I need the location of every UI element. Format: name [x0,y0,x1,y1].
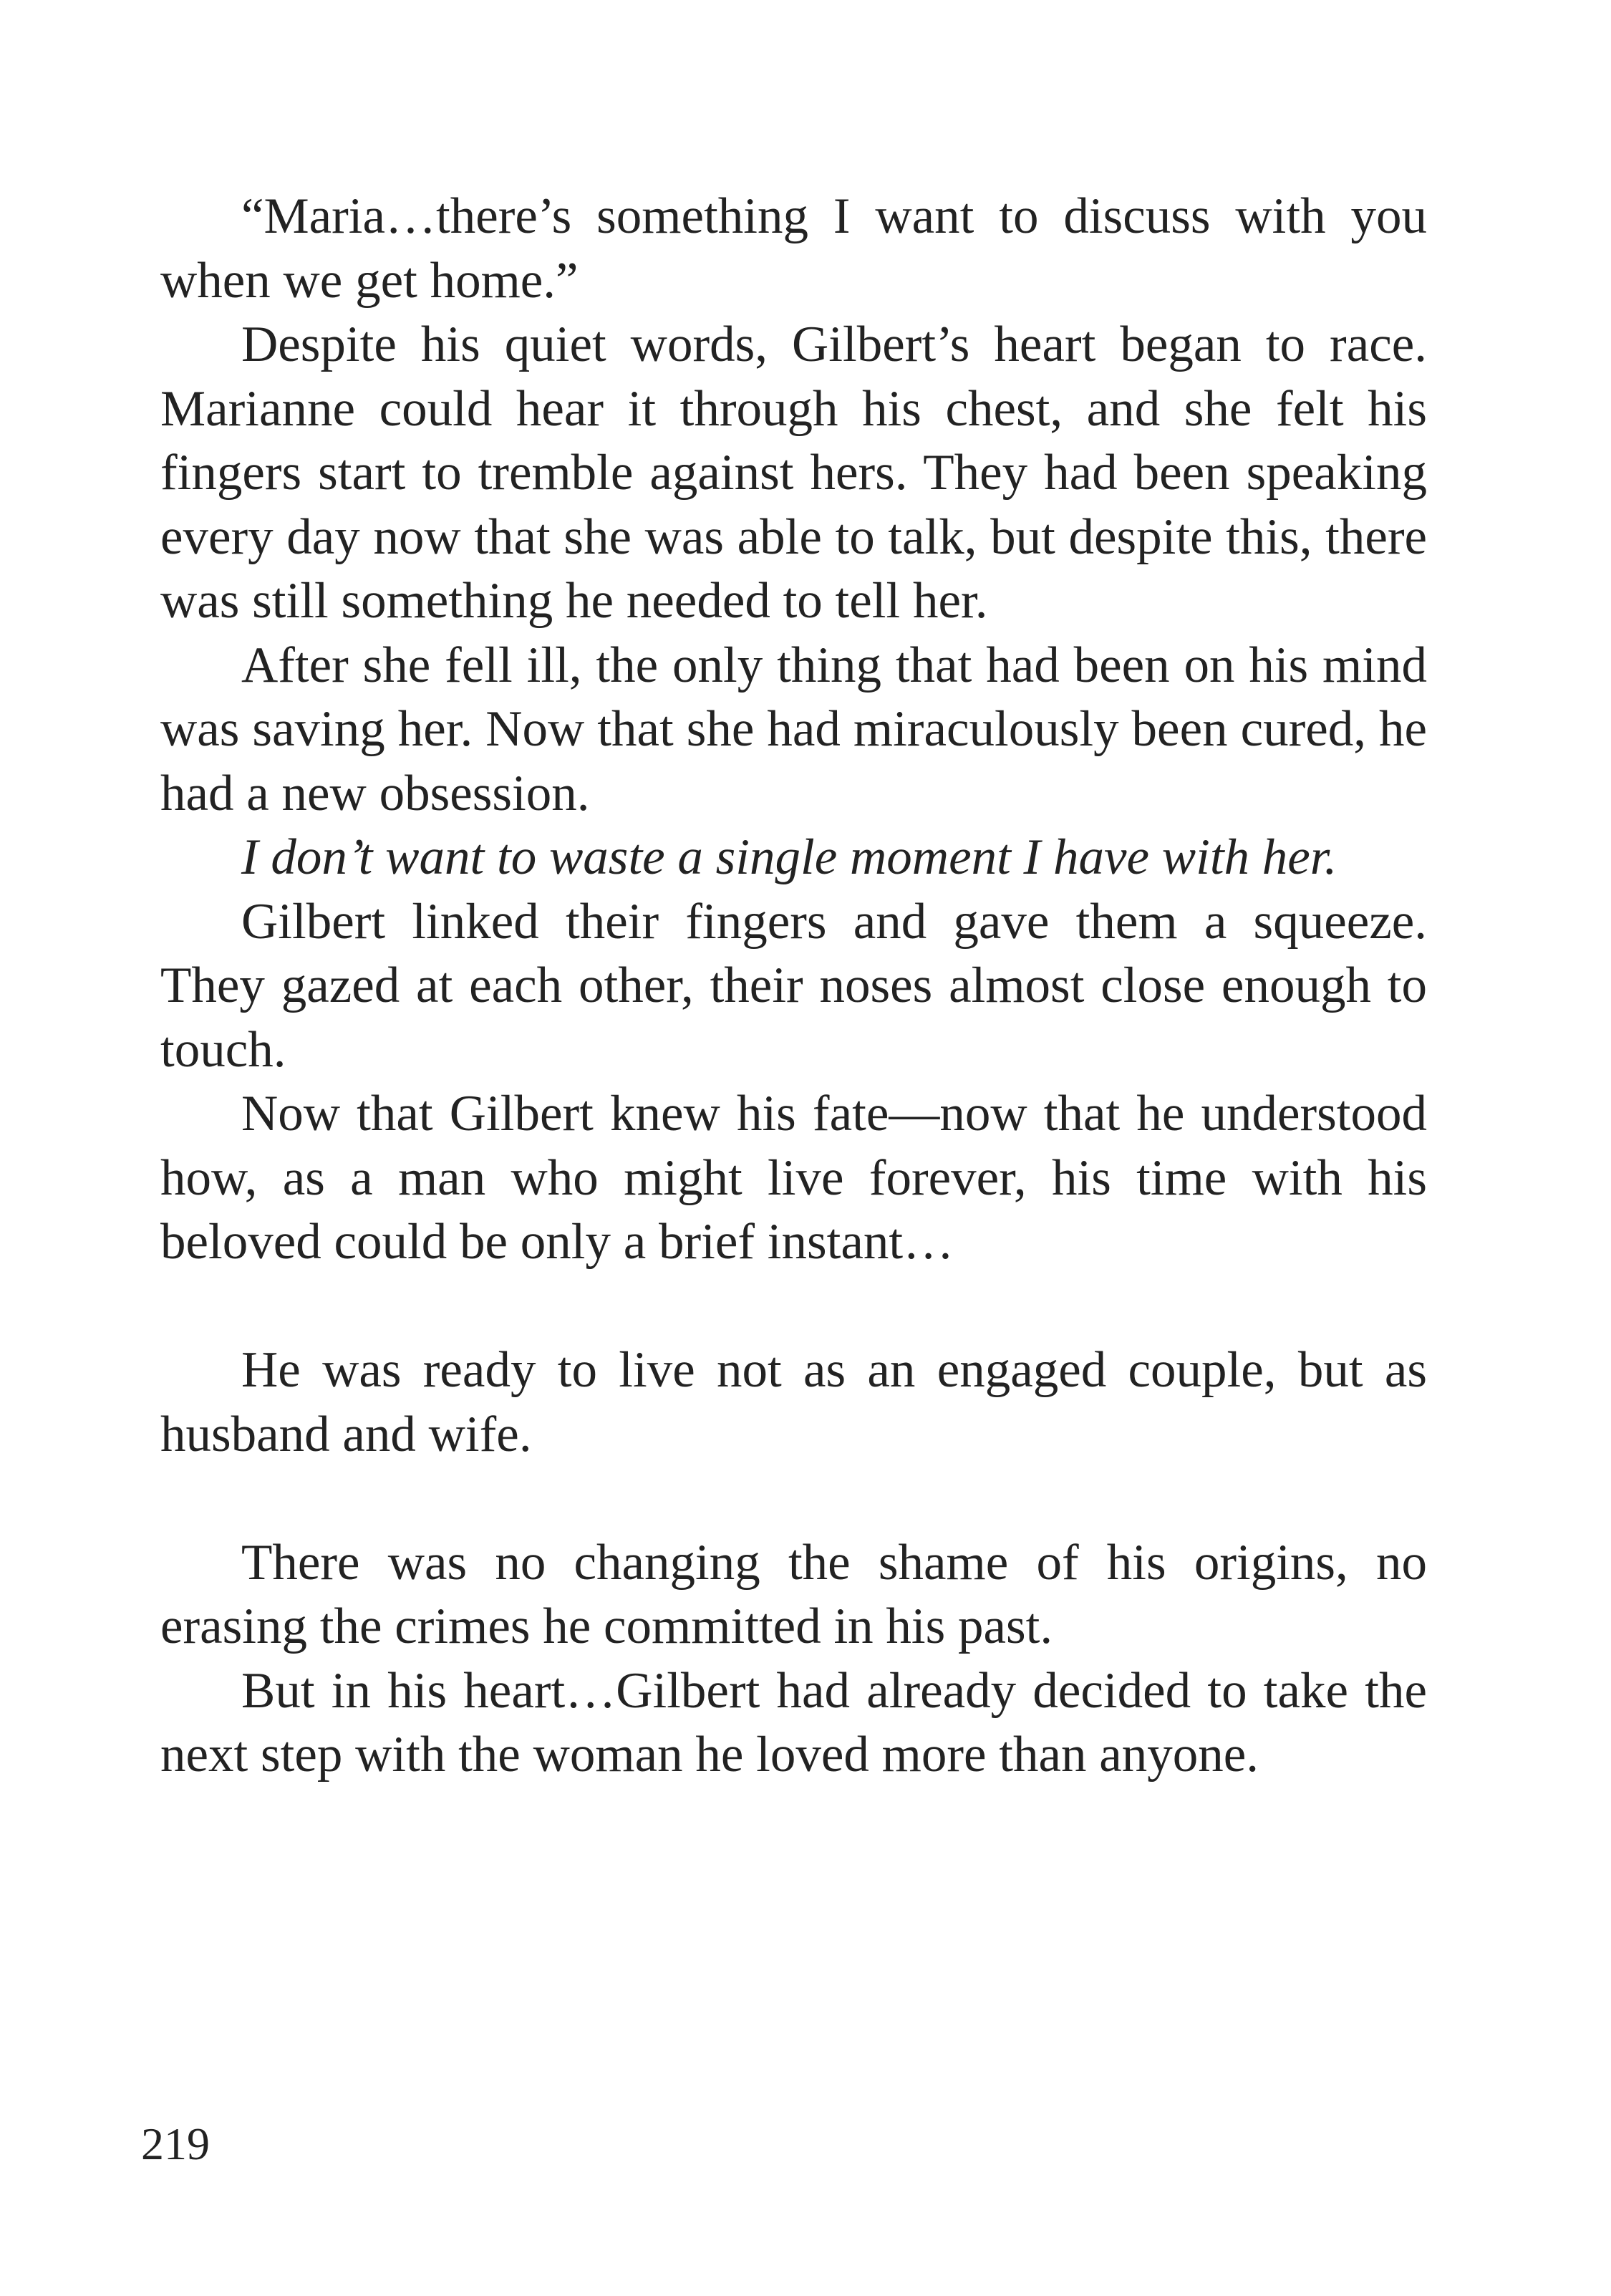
paragraph-1: “Maria…there’s something I want to discuss with you when we get home.” [160,188,1427,309]
paragraph-9: But in his heart…Gilbert had already decided to take the next step with the woman he loved more than anyone. [160,1662,1427,1783]
paragraph-2: Despite his quiet words, Gilbert’s heart began to race. Marianne could hear it through his chest, and she felt his fingers start to tremble against hers. They had been speaking every day now that she was able to talk, but despite this, there was still something he needed to tell her. [160,317,1427,629]
paragraph-7: He was ready to live not as an engaged couple, but as husband and wife. [160,1342,1427,1462]
paragraph-5: Gilbert linked their fingers and gave them a squeeze. They gazed at each other, their noses almost close enough to touch. [160,893,1427,1078]
paragraph-3: After she fell ill, the only thing that had been on his mind was saving her. Now that she had miraculously been cured, he had a new obsession. [160,637,1427,821]
body-text [160,185,1427,1788]
section-gap [160,1467,1427,1531]
paragraph-4-italic-thought: I don’t want to waste a single moment I have with her. [241,829,1337,885]
section-gap [160,1275,1427,1339]
page-number: 219 [141,2118,210,2169]
paragraph-6: Now that Gilbert knew his fate—now that he understood how, as a man who might live forever, his time with his beloved could be only a brief instant… [160,1086,1427,1270]
paragraph-8: There was no changing the shame of his origins, no erasing the crimes he committed in his past. [160,1534,1427,1654]
